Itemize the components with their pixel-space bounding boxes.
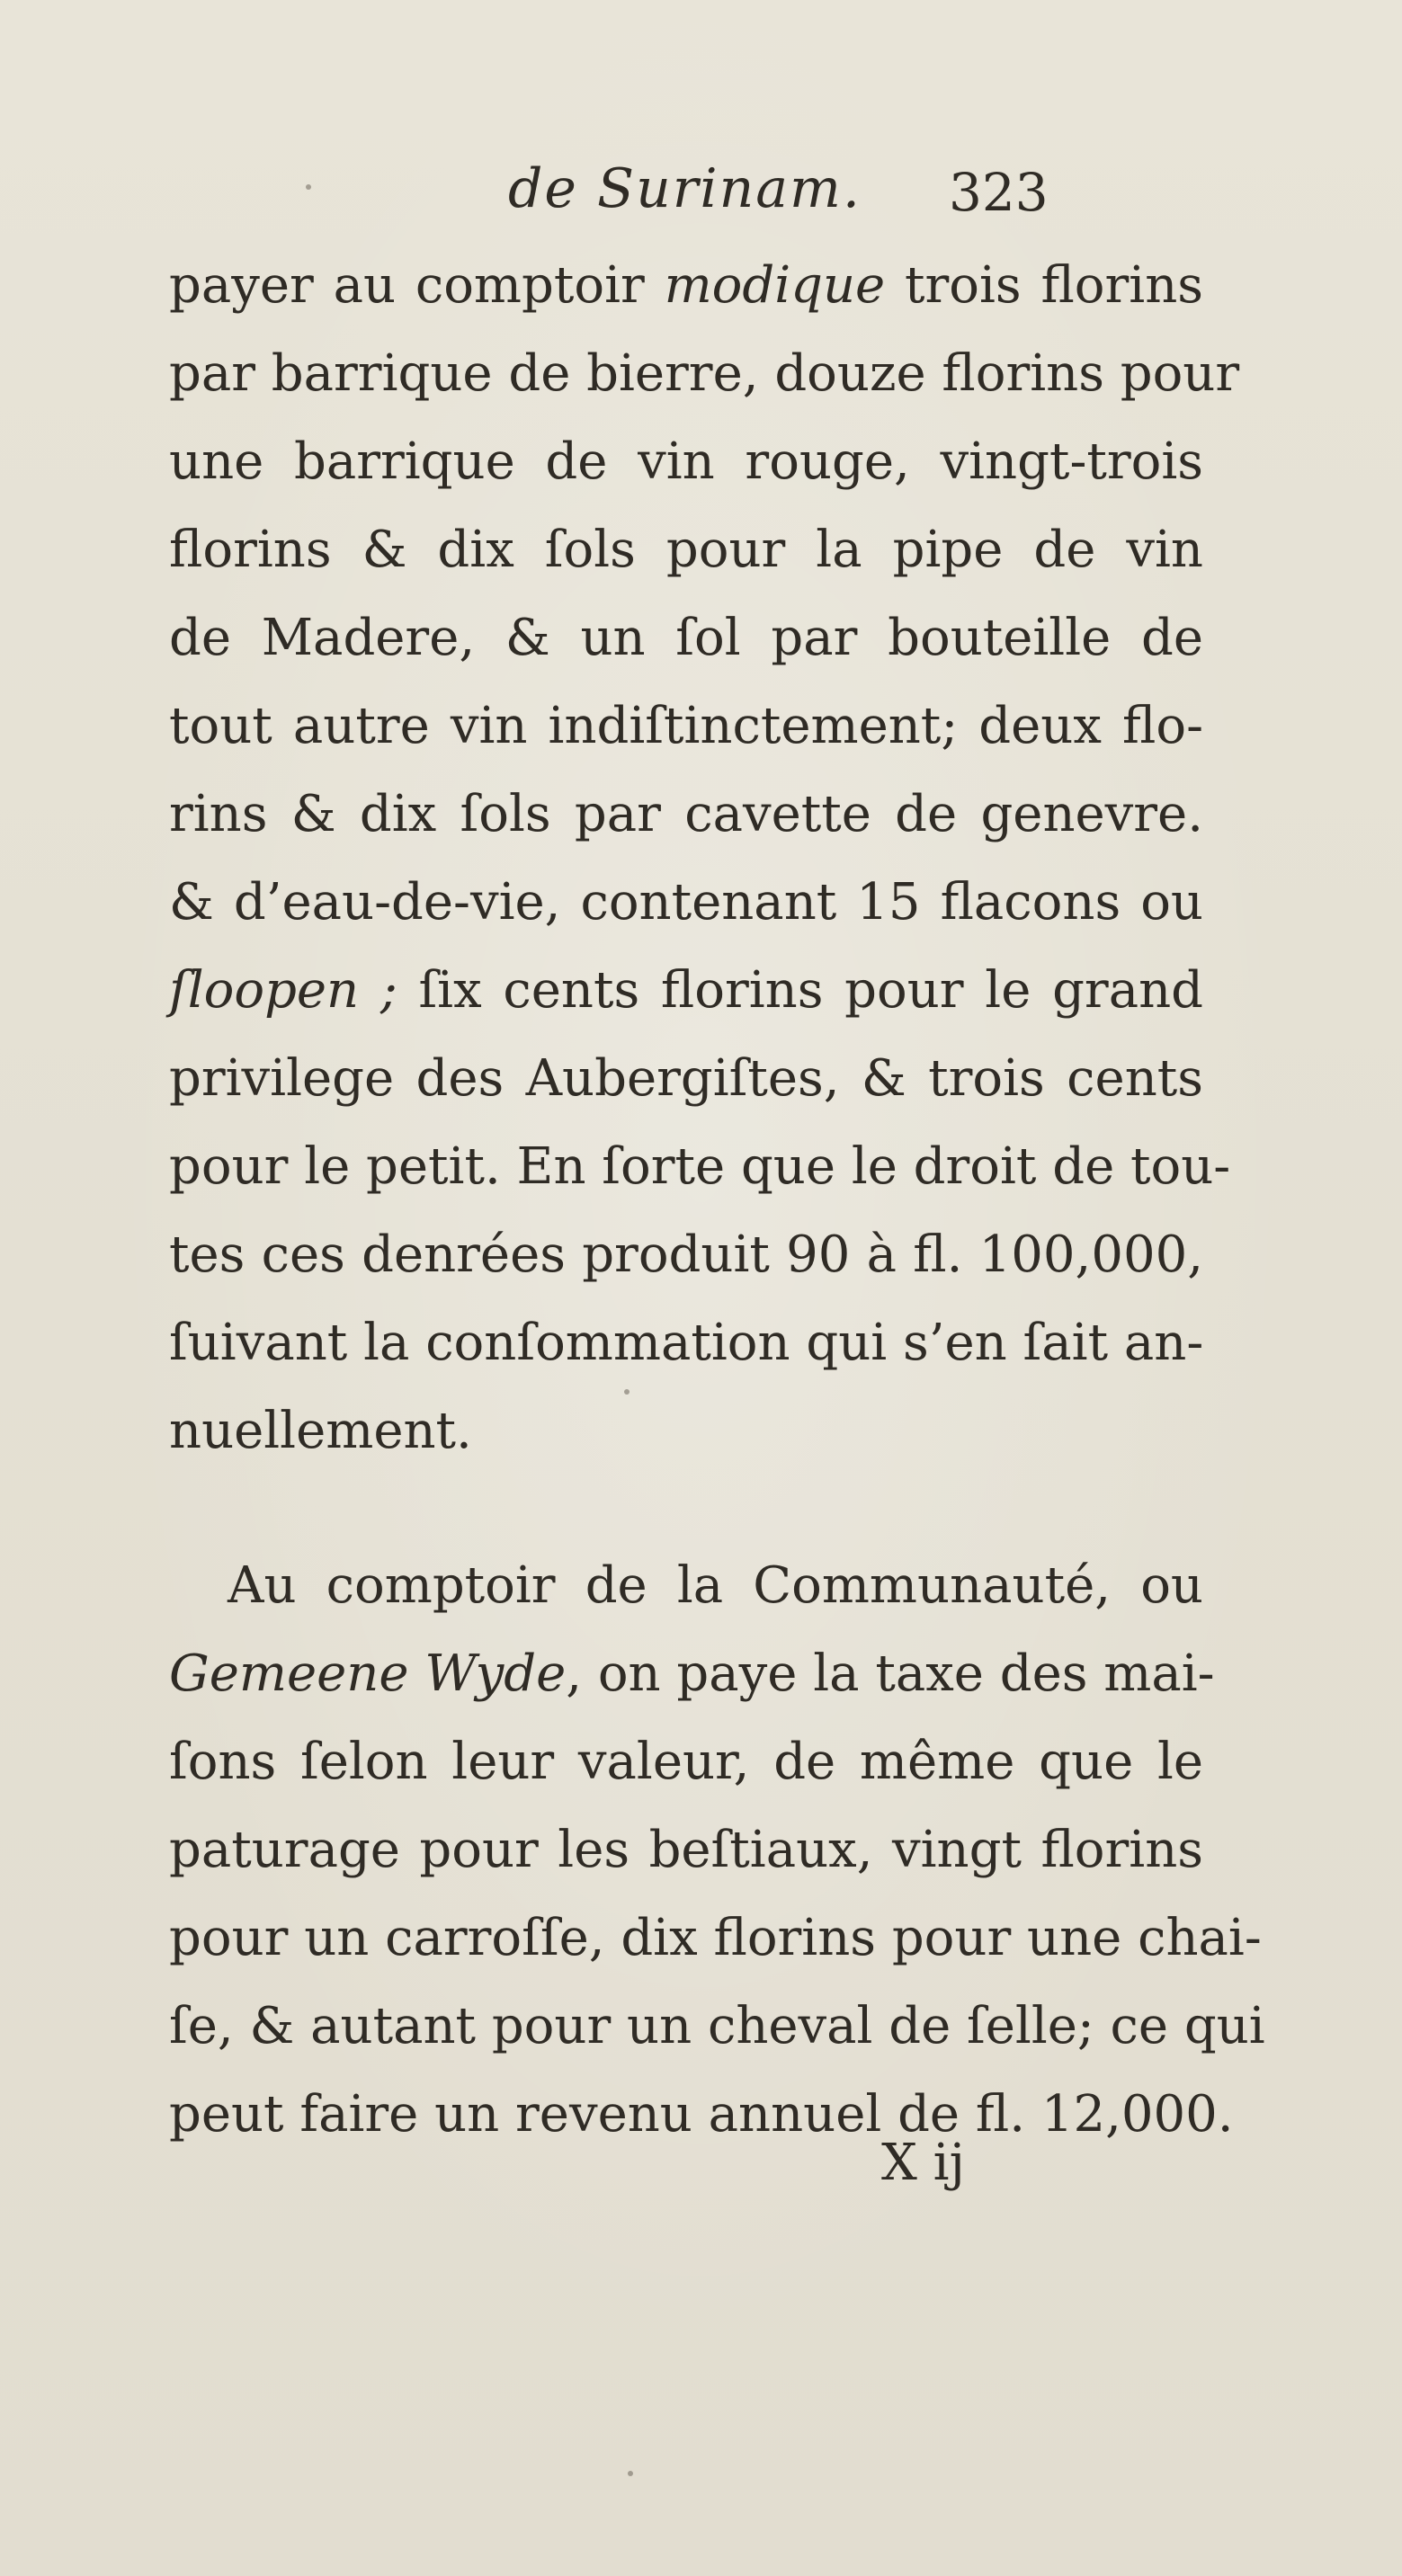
text-line: rins & dix ſols par cavette de genevre. xyxy=(169,785,1203,843)
text-line: tes ces denrées produit 90 à fl. 100,000, xyxy=(169,1226,1203,1284)
text-line: payer au comptoir modique trois florins xyxy=(169,256,1203,315)
page-number: 323 xyxy=(949,162,1049,223)
text-line: pour un carroſſe, dix florins pour une chai- xyxy=(169,1909,1262,1967)
text-line: florins & dix ſols pour la pipe de vin xyxy=(169,521,1203,579)
text-line: une barrique de vin rouge, vingt-trois xyxy=(169,432,1203,491)
paper-speck xyxy=(628,2471,633,2476)
text-line: ſloopen ; ſix cents florins pour le grand xyxy=(169,961,1203,1020)
paper-speck xyxy=(624,1389,630,1395)
text-line: par barrique de bierre, douze florins pour xyxy=(169,344,1240,403)
text-line: tout autre vin indiſtinctement; deux flo- xyxy=(169,697,1203,755)
text-line: ſuivant la conſommation qui s’en ſait an- xyxy=(169,1314,1204,1372)
text-line: & d’eau-de-vie, contenant 15 flacons ou xyxy=(169,873,1203,931)
text-line: de Madere, & un ſol par bouteille de xyxy=(169,609,1203,667)
text-line: peut faire un revenu annuel de fl. 12,000. xyxy=(169,2085,1234,2144)
text-line: paturage pour les beſtiaux, vingt florins xyxy=(169,1821,1203,1879)
text-line: ſons ſelon leur valeur, de même que le xyxy=(169,1733,1203,1791)
signature-mark: X ij xyxy=(881,2134,965,2192)
text-line: pour le petit. En ſorte que le droit de tou- xyxy=(169,1137,1231,1196)
running-head: de Surinam. xyxy=(508,157,862,220)
text-line: Au comptoir de la Communauté, ou xyxy=(228,1556,1203,1615)
text-line: privilege des Aubergiſtes, & trois cents xyxy=(169,1049,1203,1108)
text-line: nuellement. xyxy=(169,1402,472,1460)
paper-speck xyxy=(306,184,311,190)
text-line: ſe, & autant pour un cheval de ſelle; ce qui xyxy=(169,1997,1265,2055)
text-line: Gemeene Wyde, on paye la taxe des mai- xyxy=(169,1645,1215,1703)
